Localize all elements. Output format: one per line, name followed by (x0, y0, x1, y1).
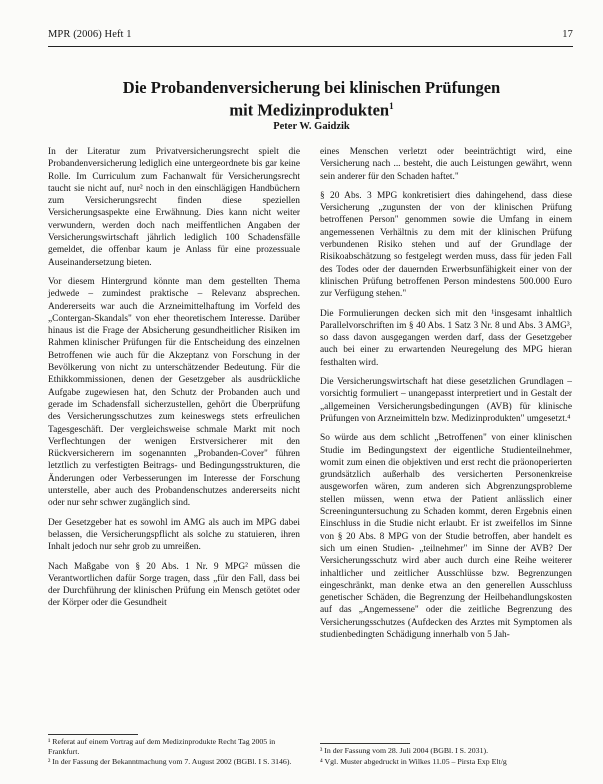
running-header (48, 29, 573, 43)
paragraph: Der Gesetzgeber hat es sowohl im AMG als auch im MPG dabei belassen, die Versicherungspflicht als solche zu statuieren, ihren Inhalt jedoch nur sehr grob zu umreißen. (48, 517, 300, 553)
footnotes-right (320, 746, 572, 767)
footnote: ³ In der Fassung vom 28. Juli 2004 (BGBl. I S. 2031). (320, 746, 489, 755)
paragraph: Nach Maßgabe von § 20 Abs. 1 Nr. 9 MPG² müssen die Verantwortlichen dafür Sorge tragen, dass „für den Fall, dass bei der Durchführung der klinischen Prüfung ein Mensch getötet oder der Körper oder die Gesundheit (48, 561, 300, 609)
title-line-1: Die Probandenversicherung bei klinischen Prüfungen (122, 78, 501, 97)
article-title (60, 78, 563, 120)
title-line-2-text: mit Medizinprodukten (229, 100, 390, 120)
page-number: 17 (562, 29, 573, 40)
paragraph: eines Menschen verletzt oder beeinträchtigt wird, eine Versicherung nach ... besteht, die auch Leistungen gewährt, wenn sein anderer für den Schaden haftet." (320, 147, 572, 182)
header-rule (48, 46, 573, 47)
paragraph: Die Versicherungswirtschaft hat diese gesetzlichen Grundlagen – vorsichtig formuliert – unangepasst interpretiert und in Gestalt der „allgemeinen Versicherungsbedingungen (AVB) für klinische Prüfungen von Arzneimitteln bzw. Medizinprodukten" umgesetzt.⁴ (320, 377, 572, 424)
right-column (320, 146, 572, 648)
left-column (48, 146, 300, 617)
footnote-rule (48, 734, 138, 735)
paragraph: In der Literatur zum Privatversicherungsrecht spielt die Probandenversicherung lediglich eine untergeordnete bis gar keine Rolle. Im Curriculum zum Fachanwalt für Versicherungsrecht taucht sie nicht auf, nur² noch in den einschlägigen Handbüchern zum Versicherungsrecht finden diese speziellen Versicherungsaspekte eine Erwähnung. Dies kann nicht weiter verwundern, werden doch nach meiffentlichen Angaben der Versicherungswirtschaft jährlich lediglich 100 Schadensfälle gemeldet, die offenbar kaum je Anlass für eine prozessuale Auseinandersetzung bieten. (48, 147, 300, 268)
footnote: ⁴ Vgl. Muster abgedruckt in Wilkes 11.05 – Pirsta Exp Elt/g (320, 756, 507, 766)
footnote: ¹ Referat auf einem Vortrag auf dem Medizinprodukte Recht Tag 2005 in Frankfurt. (48, 737, 276, 756)
footnote: ² In der Fassung der Bekanntmachung vom 7. August 2002 (BGBl. I S. 3146). (48, 757, 292, 766)
title-line-2 (60, 97, 563, 120)
paragraph: Vor diesem Hintergrund könnte man dem gestellten Thema jedwede – zumindest praktische – Relevanz absprechen. Andererseits war auch die Arzneimittelhaftung im Vorfeld des „Contergan-Skandals" von eher theoretischem Interesse. Darüber hinaus ist die Frage der Absicherung gesundheitlicher Risiken im Rahmen klinischer Prüfungen für die Entscheidung des einzelnen Betroffenen wie auch für die Akzeptanz von Forschung in der Bevölkerung von nicht zu unterschätzender Bedeutung. Für die Ethikkommissionen, denen der Gesetzgeber als ausdrückliche Aufgabe zugewiesen hat, den Schutz der Probanden auch und gerade im Schadensfall sicherzustellen, gehört die Überprüfung des Versicherungsschutzes zum keineswegs stets erfreulichen Tagesgeschäft. Der vergleichsweise schmale Markt mit noch Verflechtungen der wenigen Erstversicherer mit den Rückversicherern im sogenannten „Probanden-Cover" führen letztlich zu verfestigten Beitrags- und Bedingungsstrukturen, die Änderungen oder Verbesserungen im Interesse der Forschung unterstelle, aber auch des Probandenschutzes andererseits nicht oder nur sehr schwer zugänglich sind. (48, 276, 300, 509)
paragraph: § 20 Abs. 3 MPG konkretisiert dies dahingehend, dass diese Versicherung „zugunsten der von der klinischen Prüfung betroffenen Person" genommen sowie die Umfang in einem angemessenen Verhältnis zu dem mit der klinischen Prüfung verbundenen Risiko stehen und auf der Grundlage der Risikoabschätzung so festgelegt werden muss, dass für jeden Fall des Todes oder der dauernden Erwerbsunfähigkeit einer von der klinischen Prüfung betroffenen Person mindestens 500.000 Euro zur Verfügung stehen." (320, 190, 572, 300)
title-footnote-mark: 1 (389, 101, 394, 111)
footnotes-left (48, 737, 300, 768)
paragraph: So würde aus dem schlicht „Betroffenen" von einer klinischen Studie im Bedingungstext der eigentliche Studienteilnehmer, womit zum einen die objektiven und erst recht die präonoperierten grundsätzlich außerhalb des versicherten Personenkreise ausgeworfen wären, zum anderen sich Abgrenzungsprobleme stellen müssen, wenn etwa der Patient anlässlich einer Screeninguntersuchung zu Schaden kommt, deren Ergebnis einen Einschluss in die Studie nicht erlaubt. Er ist zweifellos im Sinne von § 20 Abs. 8 MPG von der Studie betroffen, aber handelt es sich um einen Studien- „teilnehmer" im Sinne der AVB? Der Versicherungsschutz wird aber auch durch eine Reihe weiterer inhaltlicher und zeitlicher Ausschlüsse bzw. Begrenzungen eingeschränkt, man denke etwa an den generellen Ausschluss genetischer Schäden, die Begrenzung der Heilbehandlungskosten auf das „Angemessene" oder die zeitliche Begrenzung des Versicherungsschutzes (Aufdecken des Arztes mit Symptomen als studienbedingten Schädigung innerhalb von 5 Jah- (320, 433, 572, 640)
footnote-rule (320, 743, 410, 744)
author-name: Peter W. Gaidzik (273, 121, 350, 132)
journal-issue: MPR (2006) Heft 1 (48, 29, 132, 40)
paragraph: Die Formulierungen decken sich mit den ¹insgesamt inhaltlich Parallelvorschriften im § 40 Abs. 1 Satz 3 Nr. 8 und Abs. 3 AMG³, so dass davon ausgegangen werden darf, dass der Gesetzgeber auch bei einer zu erwartenden Neuregelung des MPG hieran festhalten wird. (320, 308, 572, 368)
